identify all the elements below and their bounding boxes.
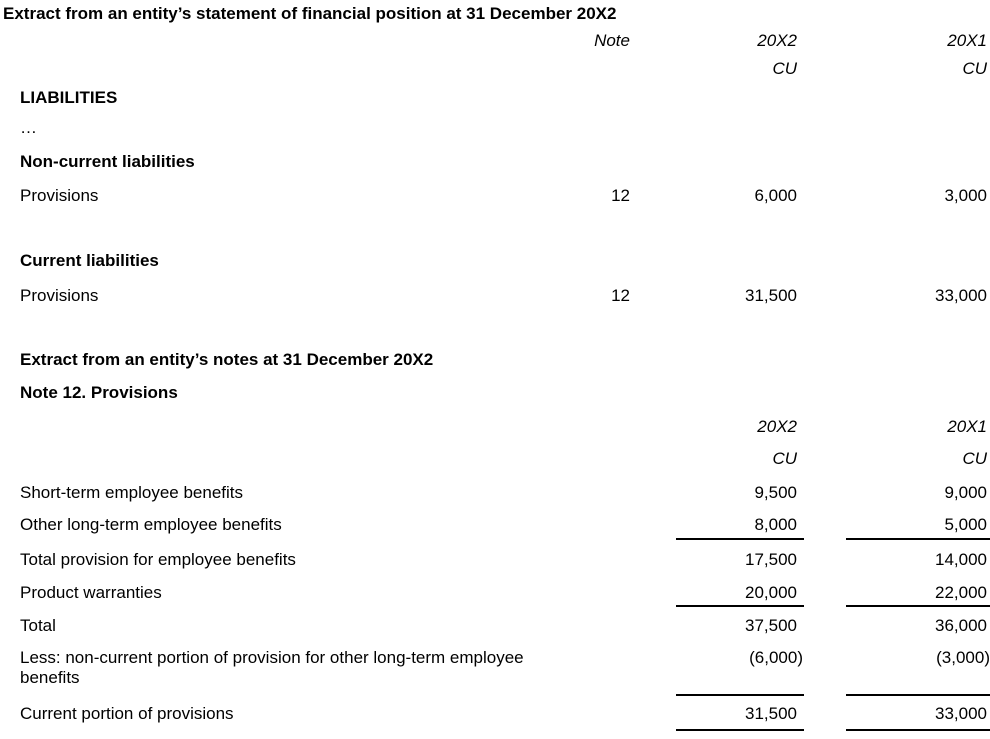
note-reference: 12 xyxy=(611,186,630,205)
sofp-currency-header-row xyxy=(0,59,990,79)
row-label: Current portion of provisions xyxy=(20,704,234,723)
table-row xyxy=(0,648,990,688)
value-20x2: (6,000) xyxy=(749,648,803,667)
value-20x1: 36,000 xyxy=(935,616,987,635)
sofp-title: Extract from an entity’s statement of financial position at 31 December 20X2 xyxy=(3,4,617,23)
value-20x2: 37,500 xyxy=(745,616,797,635)
current-liabilities-heading-row xyxy=(0,251,990,271)
table-row xyxy=(0,583,990,603)
subtotal-rule xyxy=(846,605,990,607)
value-20x2: 6,000 xyxy=(754,186,797,205)
value-20x1: 14,000 xyxy=(935,550,987,569)
value-20x1: 5,000 xyxy=(944,515,987,534)
table-row xyxy=(0,704,990,724)
ellipsis-row xyxy=(0,118,990,138)
row-label: Total provision for employee benefits xyxy=(20,550,296,569)
note-reference: 12 xyxy=(611,286,630,305)
column-header-20x1: 20X1 xyxy=(947,417,987,436)
notes-title-row xyxy=(0,350,990,370)
currency-unit-20x2: CU xyxy=(772,449,797,468)
subtotal-rule xyxy=(846,538,990,540)
liabilities-section-heading-row xyxy=(0,88,990,108)
currency-unit-20x1: CU xyxy=(962,59,987,78)
row-label: Short-term employee benefits xyxy=(20,483,243,502)
column-header-20x1: 20X1 xyxy=(947,31,987,50)
row-label: Total xyxy=(20,616,56,635)
row-label: Less: non-current portion of provision for other long-term employee benefits xyxy=(20,648,524,687)
liabilities-heading: LIABILITIES xyxy=(20,88,118,107)
notes-currency-header-row xyxy=(0,449,990,469)
total-bottom-rule xyxy=(846,729,990,731)
value-20x1: 3,000 xyxy=(944,186,987,205)
row-label: Provisions xyxy=(20,186,99,205)
value-20x2: 17,500 xyxy=(745,550,797,569)
value-20x2: 20,000 xyxy=(745,583,797,602)
value-20x2: 8,000 xyxy=(754,515,797,534)
currency-unit-20x1: CU xyxy=(962,449,987,468)
total-top-rule xyxy=(846,694,990,696)
value-20x1: 22,000 xyxy=(935,583,987,602)
current-liabilities-heading: Current liabilities xyxy=(20,251,159,270)
noncurrent-liabilities-heading-row xyxy=(0,152,990,172)
table-row xyxy=(0,550,990,570)
column-header-20x2: 20X2 xyxy=(757,31,797,50)
current-provisions-row xyxy=(0,286,990,306)
note12-subtitle-row xyxy=(0,383,990,403)
subtotal-rule xyxy=(676,605,804,607)
table-row xyxy=(0,616,990,636)
currency-unit-20x2: CU xyxy=(772,59,797,78)
value-20x2: 31,500 xyxy=(745,286,797,305)
table-row xyxy=(0,515,990,535)
column-header-20x2: 20X2 xyxy=(757,417,797,436)
row-label: Provisions xyxy=(20,286,99,305)
ellipsis-text: … xyxy=(20,118,37,137)
notes-column-header-row xyxy=(0,417,990,437)
note12-subtitle: Note 12. Provisions xyxy=(20,383,178,402)
value-20x2: 31,500 xyxy=(745,704,797,723)
row-label: Product warranties xyxy=(20,583,162,602)
value-20x1: 9,000 xyxy=(944,483,987,502)
table-row xyxy=(0,483,990,503)
value-20x1: 33,000 xyxy=(935,704,987,723)
subtotal-rule xyxy=(676,538,804,540)
noncurrent-provisions-row xyxy=(0,186,990,206)
noncurrent-liabilities-heading: Non-current liabilities xyxy=(20,152,195,171)
value-20x1: (3,000) xyxy=(936,648,990,667)
total-bottom-rule xyxy=(676,729,804,731)
sofp-column-header-row xyxy=(0,31,990,51)
row-label: Other long-term employee benefits xyxy=(20,515,282,534)
value-20x1: 33,000 xyxy=(935,286,987,305)
value-20x2: 9,500 xyxy=(754,483,797,502)
total-top-rule xyxy=(676,694,804,696)
notes-title: Extract from an entity’s notes at 31 December 20X2 xyxy=(20,350,434,369)
column-header-note: Note xyxy=(594,31,630,50)
